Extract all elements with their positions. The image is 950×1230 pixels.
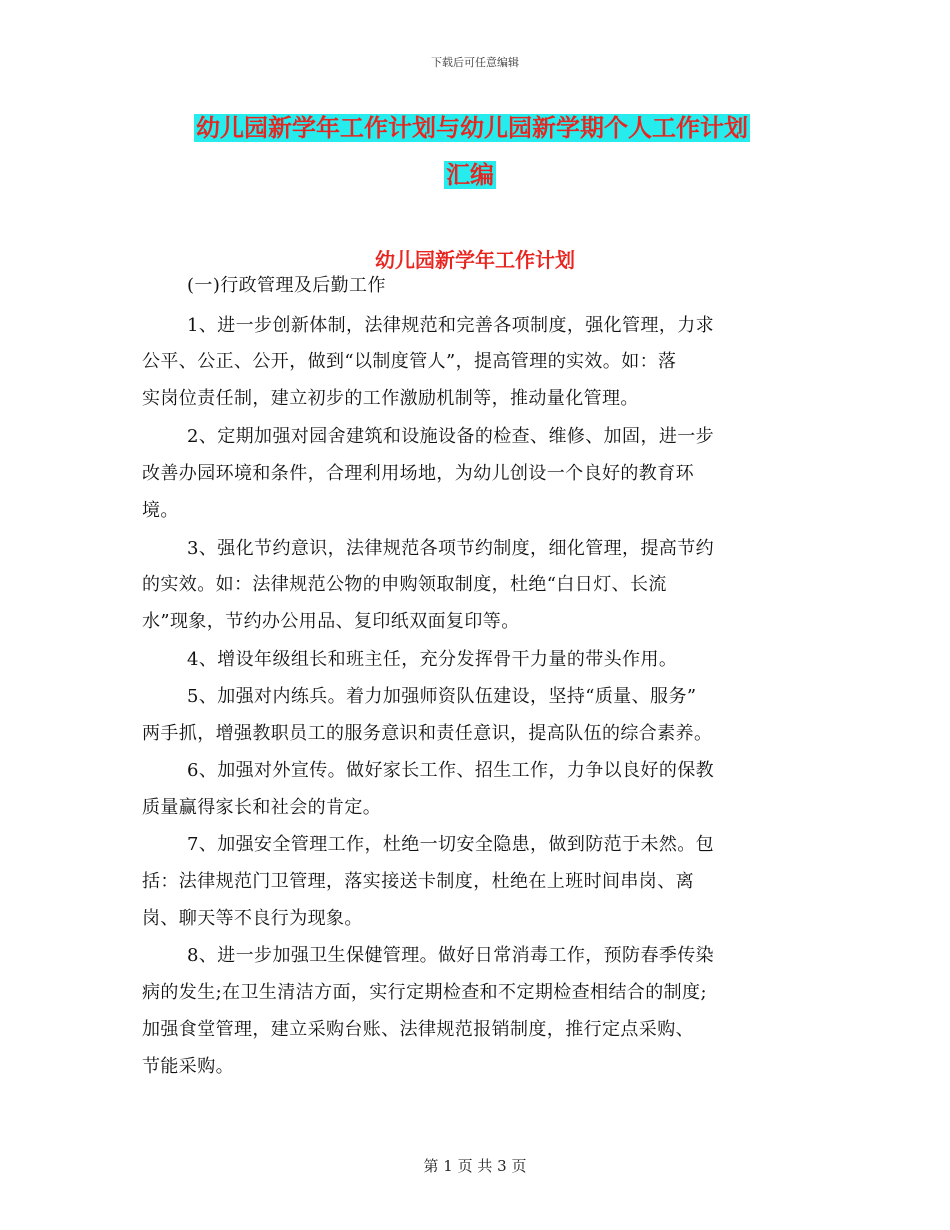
paragraph-7-line-3: 岗、聊天等不良行为现象。	[142, 908, 363, 929]
document-title-highlight-2: 汇编	[446, 161, 494, 189]
paragraph-6-line-2: 质量赢得家长和社会的肯定。	[142, 797, 382, 818]
paragraph-1-line-2: 公平、公正、公开，做到“以制度管人”，提高管理的实效。如：落	[142, 351, 677, 372]
paragraph-7-line-1: 7、加强安全管理工作，杜绝一切安全隐患，做到防范于未然。包	[187, 834, 715, 855]
section-heading: (一)行政管理及后勤工作	[187, 275, 386, 296]
paragraph-2-line-3: 境。	[142, 500, 179, 521]
paragraph-5-line-1: 5、加强对内练兵。着力加强师资队伍建设，坚持“质量、服务”	[187, 686, 697, 707]
paragraph-3-line-1: 3、强化节约意识，法律规范各项节约制度，细化管理，提高节约	[187, 538, 715, 559]
paragraph-4-line-1: 4、增设年级组长和班主任，充分发挥骨干力量的带头作用。	[187, 649, 678, 670]
paragraph-8-line-4: 节能采购。	[142, 1056, 234, 1077]
paragraph-6-line-1: 6、加强对外宣传。做好家长工作、招生工作，力争以良好的保教	[187, 760, 715, 781]
paragraph-2-line-2: 改善办园环境和条件，合理利用场地，为幼儿创设一个良好的教育环	[142, 463, 694, 484]
paragraph-5-line-2: 两手抓，增强教职员工的服务意识和责任意识，提高队伍的综合素养。	[142, 723, 713, 744]
paragraph-7-line-2: 括：法律规范门卫管理，落实接送卡制度，杜绝在上班时间串岗、离	[142, 871, 694, 892]
paragraph-8-line-2: 病的发生;在卫生清洁方面，实行定期检查和不定期检查相结合的制度;	[142, 982, 707, 1003]
paragraph-1-line-3: 实岗位责任制，建立初步的工作激励机制等，推动量化管理。	[142, 388, 639, 409]
document-title-line-2	[444, 157, 496, 193]
paragraph-3-line-2: 的实效。如：法律规范公物的申购领取制度，杜绝“白日灯、长流	[142, 574, 667, 595]
section-title: 幼儿园新学年工作计划	[375, 248, 575, 272]
page-header: 下载后可任意编辑	[431, 56, 519, 69]
document-title-highlight-1: 幼儿园新学年工作计划与幼儿园新学期个人工作计划	[196, 114, 748, 142]
paragraph-2-line-1: 2、定期加强对园舍建筑和设施设备的检查、维修、加固，进一步	[187, 426, 715, 447]
paragraph-8-line-3: 加强食堂管理，建立采购台账、法律规范报销制度，推行定点采购、	[142, 1019, 694, 1040]
paragraph-8-line-1: 8、进一步加强卫生保健管理。做好日常消毒工作，预防春季传染	[187, 945, 715, 966]
page-footer: 第 1 页 共 3 页	[423, 1157, 527, 1175]
document-title-line-1	[194, 110, 750, 146]
paragraph-3-line-3: 水”现象，节约办公用品、复印纸双面复印等。	[142, 611, 520, 632]
paragraph-1-line-1: 1、进一步创新体制，法律规范和完善各项制度，强化管理，力求	[187, 315, 715, 336]
